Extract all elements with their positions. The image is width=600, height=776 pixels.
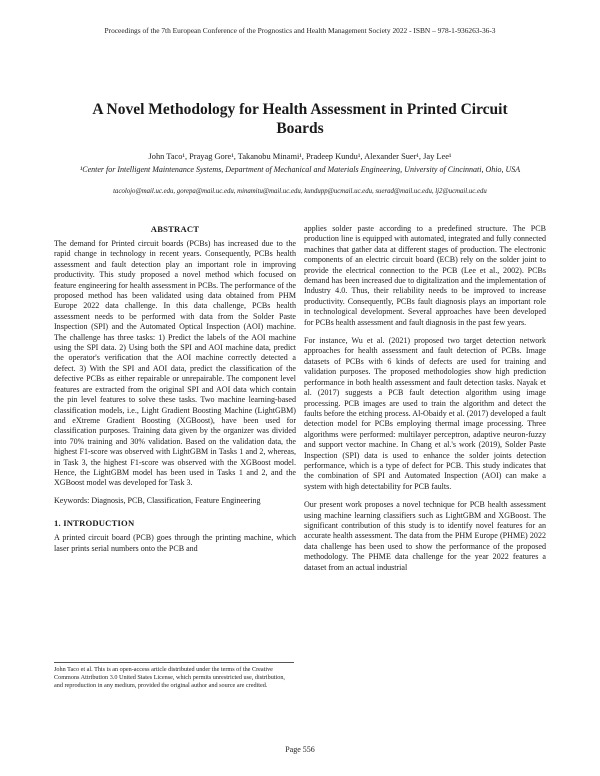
intro-paragraph-1-start: A printed circuit board (PCB) goes through the printing machine, which laser prints serial numbers onto the PCB and <box>54 533 296 553</box>
page-number: Page 556 <box>285 745 315 754</box>
paper-title: A Novel Methodology for Health Assessment in Printed Circuit Boards <box>92 101 508 137</box>
intro-paragraph-1-cont: applies solder paste according to a predefined structure. The PCB production line is equipped with automated, integrated and fully connected machines that gather data at different stages of production. The electronic components of an electric circuit board (ECB) rely on the solder joint to provide the electrical connection to the PCB (Lee et al., 2002). PCBs demand has been increased due to digitalization and the implementation of Industry 4.0. Thus, their reliability needs to be improved to increase productivity. Consequently, PCBs fault diagnosis plays an important role in technological development. Several approaches have been developed for PCBs health assessment and fault diagnosis in the past few years. <box>304 224 546 327</box>
running-header: Proceedings of the 7th European Conference of the Prognostics and Health Management Society 2022 - ISBN – 978-1-936263-36-3 <box>104 26 496 35</box>
abstract-heading: ABSTRACT <box>150 224 200 234</box>
intro-paragraph-2: For instance, Wu et al. (2021) proposed two target detection network approaches for health assessment and fault detection of PCBs. Image datasets of PCBs with 6 kinds of defects are used for training and validation purposes. The proposed methodologies show high prediction performance in both health assessment and fault detection tasks. Nayak et al. (2017) suggests a PCB fault detection algorithm using image processing. PCB images are used to train the algorithm and detect the faults before the etching process. Al-Obaidy et al. (2017) developed a fault detection model for PCBs employing thermal image processing. Three algorithms were performed: multilayer perceptron, adaptive neuron-fuzzy and support vector machine. In Chang et al.'s work (2019), Solder Paste Inspection (SPI) data is used to enhance the solder joints detection performance, which is a type of defect for PCB. This study indicates that the combination of SPI and Automated Inspection (AOI) can make a system with high detectability for PCB faults. <box>304 336 546 491</box>
introduction-heading: 1. INTRODUCTION <box>54 518 135 529</box>
right-column <box>304 224 546 573</box>
abstract-text: The demand for Printed circuit boards (PCBs) has increased due to the rapid change in technology in recent years. Consequently, PCBs health assessment and fault detection play an important role in improving productivity. This study proposed a novel method which focused on feature engineering for health assessment in PCBs. The performance of the proposed method has been validated using data obtained from PHM Europe 2022 data challenge. In this data challenge, PCBs health assessment needs to be performed with data from the Solder Paste Inspection (SPI) and the Automated Optical Inspection (AOI) machine. The challenge has three tasks: 1) Predict the labels of the AOI machine using the SPI data. 2) Using both the SPI and AOI machine data, predict the operator's verification that the AOI machine correctly detected a defect. 3) With the SPI and AOI data, predict the classification of the defective PCBs as either repairable or unrepairable. The component level features are extracted from the original SPI and AOI data which contain the pin level features to solve these tasks. Two machine learning-based classification models, i.e., Light Gradient Boosting Machine (LightGBM) and eXtreme Gradient Boosting (XGBoost), have been used for classification purposes. Training data given by the organizer was divided into 70% training and 30% validation. Based on the validation data, the highest F1-score was observed with LightGBM in Tasks 1 and 2, whereas, in Task 3, the highest F1-score was observed with the XGBoost model. Hence, the LightGBM model has been used in Tasks 1 and 2, and the XGBoost model was developed for Task 3. <box>54 239 296 488</box>
affiliation: ¹Center for Intelligent Maintenance Systems, Department of Mechanical and Materials Engineering, University of Cincinnati, Ohio, USA <box>79 165 521 174</box>
license-footnote: John Taco et al. This is an open-access article distributed under the terms of the Creative Commons Attribution 3.0 United States License, which permits unrestricted use, distribution, and reproduction in any medium, provided the original author and source are credited. <box>54 662 294 690</box>
keywords: Keywords: Diagnosis, PCB, Classification, Feature Engineering <box>54 495 261 505</box>
author-list: John Taco¹, Prayag Gore¹, Takanobu Minami¹, Pradeep Kundu¹, Alexander Suer¹, Jay Lee¹ <box>148 152 452 161</box>
author-emails: tacolojo@mail.uc.edu, gorepa@mail.uc.edu, minamitu@mail.uc.edu, kundupp@ucmail.uc.edu, suerad@mail.uc.edu, lj2@ucmail.uc.edu <box>113 188 487 195</box>
intro-paragraph-3: Our present work proposes a novel technique for PCB health assessment using machine learning classifiers such as LightGBM and XGBoost. The significant contribution of this study is to identify novel features for an accurate health assessment. The data from the PHM Europe (PHME) 2022 data challenge has been used to show the performance of the proposed methodology. The PHME data challenge for the year 2022 features a dataset from an actual industrial <box>304 500 546 572</box>
left-column <box>54 224 296 554</box>
